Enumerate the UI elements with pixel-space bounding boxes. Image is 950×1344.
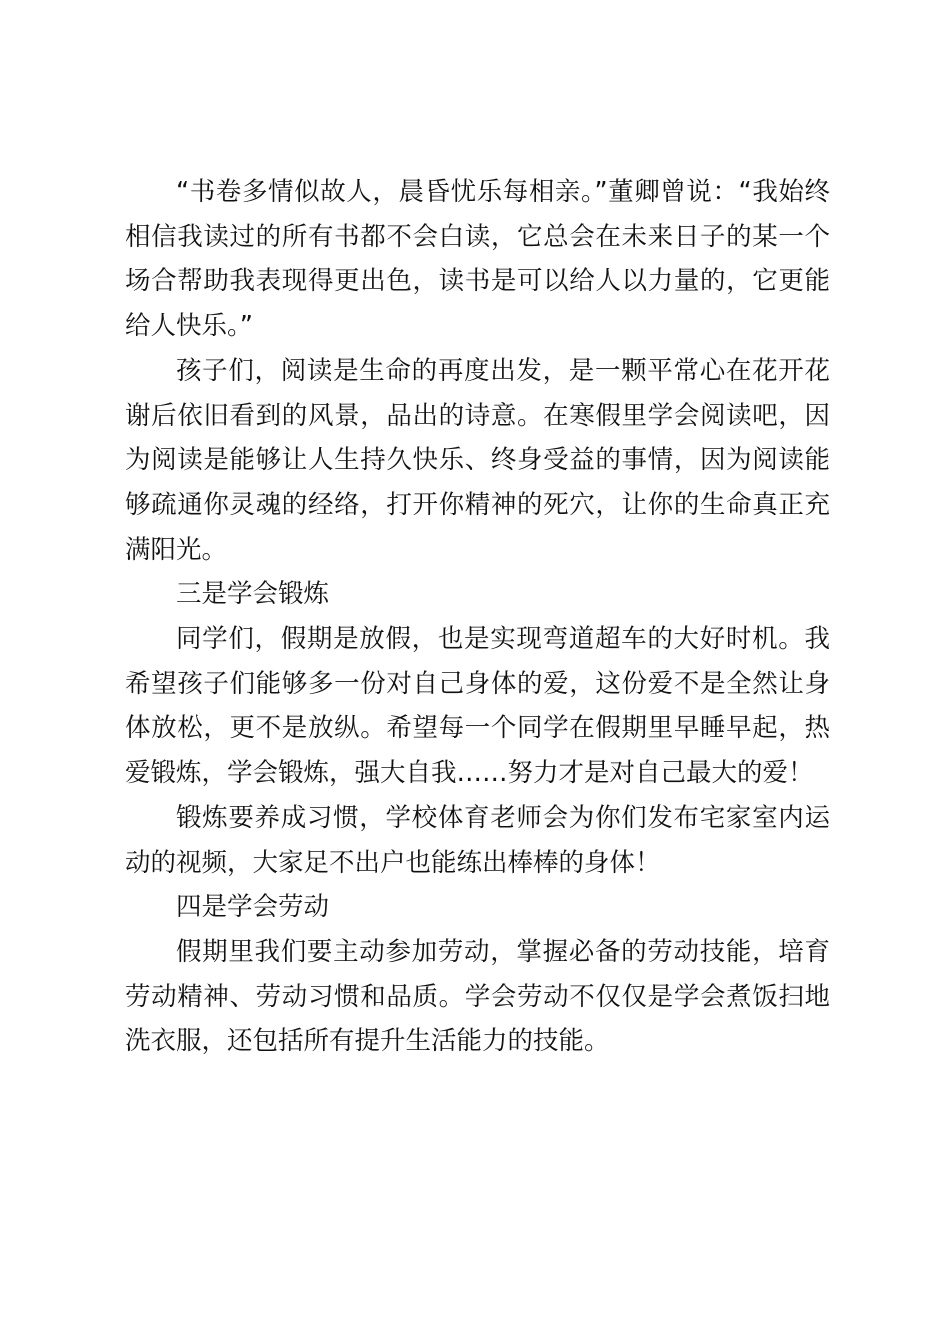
paragraph-exercise-habit: 锻炼要养成习惯，学校体育老师会为你们发布宅家室内运动的视频，大家足不出户也能练出棒棒的身体！ bbox=[125, 802, 830, 878]
paragraph-labor: 假期里我们要主动参加劳动，掌握必备的劳动技能，培育劳动精神、劳动习惯和品质。学会劳动不仅仅是学会煮饭扫地洗衣服，还包括所有提升生活能力的技能。 bbox=[125, 936, 830, 1057]
paragraph-exercise-intro: 同学们，假期是放假，也是实现弯道超车的大好时机。我希望孩子们能够多一份对自己身体的爱，这份爱不是全然让身体放松，更不是放纵。希望每一个同学在假期里早睡早起，热爱锻炼，学会锻炼，强大自我……努力才是对自己最大的爱！ bbox=[125, 624, 830, 789]
section-heading-labor: 四是学会劳动 bbox=[176, 892, 330, 923]
document-body bbox=[125, 170, 830, 1064]
paragraph-quote-dong-qing: “书卷多情似故人，晨昏忧乐每相亲。”董卿曾说：“我始终相信我读过的所有书都不会白读，它总会在未来日子的某一个场合帮助我表现得更出色，读书是可以给人以力量的，它更能给人快乐。” bbox=[125, 177, 830, 342]
paragraph-reading: 孩子们，阅读是生命的再度出发，是一颗平常心在花开花谢后依旧看到的风景，品出的诗意。在寒假里学会阅读吧，因为阅读是能够让人生持久快乐、终身受益的事情，因为阅读能够疏通你灵魂的经络，打开你精神的死穴，让你的生命真正充满阳光。 bbox=[125, 355, 830, 565]
section-heading-exercise: 三是学会锻炼 bbox=[176, 579, 330, 610]
